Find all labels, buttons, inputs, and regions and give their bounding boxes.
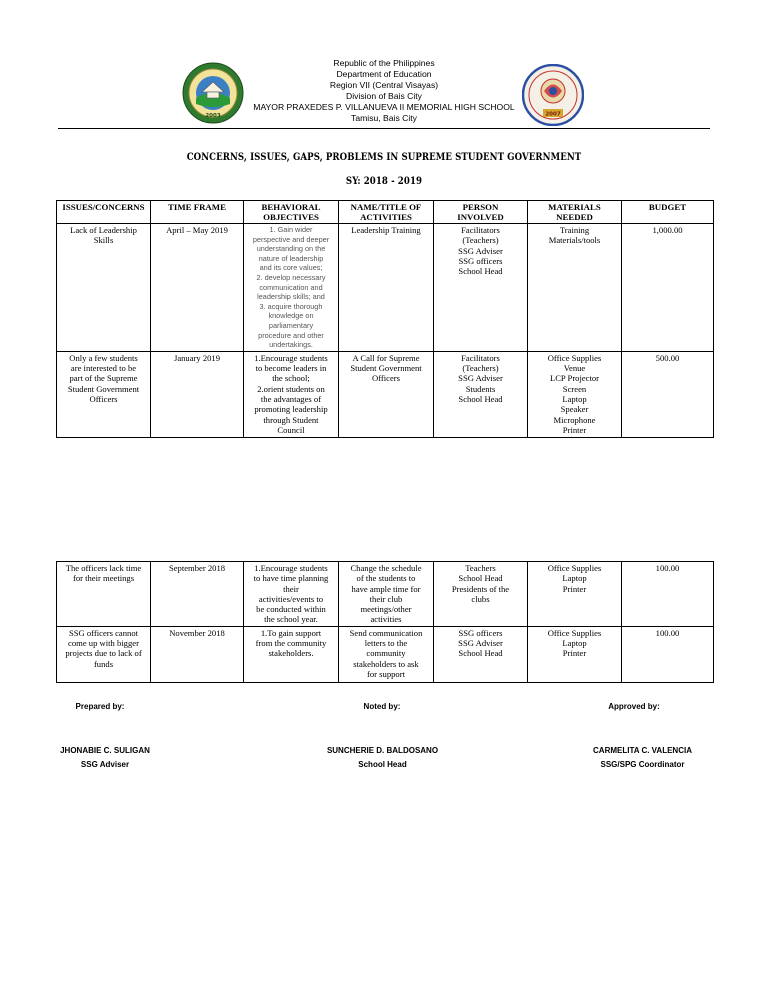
issue-cell: [57, 351, 151, 437]
objectives-cell-line: 2.orient students on: [257, 383, 325, 394]
objectives-cell: [244, 626, 339, 682]
prepared-by-name: JHONABIE C. SULIGAN: [60, 746, 150, 755]
objectives-cell-line: leadership skills; and: [257, 292, 325, 302]
persons-cell-line: Teachers: [465, 563, 496, 573]
materials-cell-line: Training: [559, 225, 590, 235]
objectives-cell-line: parliamentary: [268, 320, 314, 330]
activity-cell-line: Send communication: [349, 627, 423, 638]
objectives-cell-line: 2. develop necessary: [256, 272, 326, 282]
approved-by-role: SSG/SPG Coordinator: [600, 760, 685, 769]
persons-cell-line: Facilitators: [461, 352, 500, 363]
column-header: [151, 201, 244, 224]
objectives-cell-line: 1.Encourage students: [254, 563, 328, 573]
activity-cell-line: meetings/other: [360, 604, 412, 615]
materials-cell-line: Venue: [563, 363, 586, 374]
issue-cell: [57, 626, 151, 682]
activity-cell-line: of the students to: [356, 573, 416, 584]
persons-cell: [434, 351, 528, 437]
objectives-cell-line: the school;: [272, 373, 310, 384]
materials-cell: [528, 626, 622, 682]
objectives-cell-line: knowledge on: [268, 311, 314, 321]
materials-cell-line: Screen: [562, 383, 587, 394]
column-header-line: INVOLVED: [457, 212, 504, 222]
objectives-cell: [244, 562, 339, 627]
materials-cell-line: Laptop: [562, 573, 587, 584]
objectives-cell-line: to become leaders in: [255, 363, 327, 374]
table-header-row: [57, 201, 714, 224]
column-header-line: PERSON: [462, 202, 499, 212]
issue-cell-line: for their meetings: [72, 573, 135, 584]
issue-cell-line: projects due to lack of: [65, 648, 142, 659]
materials-cell: [528, 562, 622, 627]
issue-cell-line: Only a few students: [69, 352, 138, 363]
persons-cell-line: Presidents of the: [451, 583, 510, 594]
column-header-line: NEEDED: [556, 212, 593, 222]
materials-cell-line: Printer: [562, 424, 587, 435]
objectives-cell-line: the advantages of: [260, 393, 322, 404]
issue-cell-line: come up with bigger: [68, 638, 139, 649]
materials-cell-line: Laptop: [562, 393, 587, 404]
time-frame-cell: November 2018: [151, 626, 244, 682]
table-row: [57, 626, 714, 682]
column-header: [339, 201, 434, 224]
materials-cell-line: Printer: [562, 648, 587, 659]
table-row: [57, 562, 714, 627]
objectives-cell-line: procedure and other: [258, 330, 324, 340]
persons-cell-line: clubs: [471, 593, 490, 604]
objectives-cell-line: to have time planning: [253, 573, 329, 584]
materials-cell-line: Materials/tools: [548, 235, 601, 246]
objectives-cell-line: nature of leadership: [258, 253, 324, 263]
activity-cell-line: Student Government: [350, 363, 422, 374]
budget-cell: 100.00: [622, 562, 714, 627]
materials-cell-line: LCP Projector: [549, 373, 600, 384]
objectives-cell-line: understanding on the: [256, 244, 326, 254]
activity-cell: [339, 626, 434, 682]
activity-cell: [339, 224, 434, 352]
letterhead-line: Division of Bais City: [346, 91, 422, 101]
column-header-line: ACTIVITIES: [360, 212, 412, 222]
column-header-line: BUDGET: [648, 202, 687, 212]
column-header: [434, 201, 528, 224]
persons-cell-line: SSG Adviser: [458, 245, 503, 256]
time-frame-cell: September 2018: [151, 562, 244, 627]
objectives-cell-line: Council: [277, 424, 305, 435]
activity-cell-line: Change the schedule: [350, 563, 422, 573]
materials-cell-line: Laptop: [562, 638, 587, 649]
objectives-cell-line: through Student: [263, 414, 319, 425]
approved-by-label: Approved by:: [608, 702, 660, 711]
activity-cell-line: stakeholders to ask: [353, 658, 419, 669]
issue-cell-line: The officers lack time: [65, 563, 142, 573]
activity-cell-line: for support: [367, 668, 405, 679]
issue-cell-line: part of the Supreme: [69, 373, 138, 384]
column-header-line: TIME FRAME: [168, 202, 226, 212]
objectives-cell: [244, 224, 339, 352]
header-divider: [58, 128, 710, 129]
column-header: [244, 201, 339, 224]
materials-cell-line: Office Supplies: [547, 352, 602, 363]
objectives-cell-line: communication and: [259, 282, 323, 292]
issue-cell-line: are interested to be: [70, 363, 137, 374]
persons-cell-line: Students: [465, 383, 496, 394]
column-header-line: ISSUES/CONCERNS: [62, 202, 145, 212]
activity-cell: [339, 562, 434, 627]
activity-cell: [339, 351, 434, 437]
column-header: [528, 201, 622, 224]
persons-cell-line: School Head: [458, 573, 503, 584]
left-seal-year: 2003: [205, 113, 221, 119]
persons-cell-line: School Head: [458, 266, 503, 277]
issue-cell-line: Student Government: [67, 383, 140, 394]
time-frame-cell: April – May 2019: [151, 224, 244, 352]
letterhead-line: Region VII (Central Visayas): [329, 80, 439, 90]
issue-cell: [57, 224, 151, 352]
persons-cell-line: Facilitators: [461, 225, 500, 235]
objectives-cell-line: stakeholders.: [268, 648, 314, 659]
persons-cell-line: (Teachers): [462, 235, 499, 246]
materials-cell-line: Office Supplies: [547, 563, 602, 573]
noted-by-name: SUNCHERIE D. BALDOSANO: [326, 746, 439, 755]
persons-cell-line: SSG Adviser: [458, 638, 503, 649]
persons-cell: [434, 224, 528, 352]
budget-cell: 500.00: [622, 351, 714, 437]
persons-cell-line: SSG Adviser: [458, 373, 503, 384]
objectives-cell-line: 3. acquire thorough: [259, 301, 323, 311]
column-header-line: NAME/TITLE OF: [350, 202, 422, 212]
objectives-cell-line: from the community: [255, 638, 327, 649]
activity-cell-line: A Call for Supreme: [352, 352, 420, 363]
time-frame-cell: January 2019: [151, 351, 244, 437]
right-seal-year: 2007: [545, 111, 561, 118]
issue-cell-line: SSG officers cannot: [68, 627, 139, 638]
persons-cell-line: SSG officers: [458, 627, 503, 638]
activity-cell-line: have ample time for: [351, 583, 421, 594]
letterhead-line: Republic of the Philippines: [333, 58, 435, 68]
activity-cell-line: community: [366, 648, 406, 659]
concerns-table-top: [56, 200, 714, 438]
activity-cell-line: Officers: [372, 373, 400, 384]
issue-cell-line: funds: [93, 658, 114, 669]
table-row: [57, 351, 714, 437]
activity-cell-line: their club: [369, 593, 403, 604]
objectives-cell-line: be conducted within: [256, 604, 326, 615]
document-subtitle: SY: 2018 - 2019: [345, 176, 423, 187]
noted-by-role: School Head: [358, 760, 407, 769]
objectives-cell-line: 1.To gain support: [260, 627, 322, 638]
objectives-cell-line: promoting leadership: [254, 404, 328, 415]
objectives-cell-line: 1.Encourage students: [254, 352, 328, 363]
persons-cell-line: SSG officers: [458, 255, 503, 266]
persons-cell-line: School Head: [458, 648, 503, 659]
objectives-cell-line: undertakings.: [269, 340, 313, 350]
materials-cell-line: Printer: [562, 583, 587, 594]
prepared-by-label: Prepared by:: [75, 702, 125, 711]
activity-cell-line: Leadership Training: [351, 225, 421, 235]
budget-cell: 1,000.00: [622, 224, 714, 352]
column-header: [622, 201, 714, 224]
noted-by-label: Noted by:: [363, 702, 401, 711]
persons-cell-line: (Teachers): [462, 363, 499, 374]
persons-cell: [434, 626, 528, 682]
persons-cell: [434, 562, 528, 627]
materials-cell-line: Speaker: [560, 404, 589, 415]
letterhead: [200, 58, 568, 124]
materials-cell: [528, 351, 622, 437]
materials-cell-line: Microphone: [553, 414, 596, 425]
letterhead-line: Department of Education: [336, 69, 432, 79]
column-header: [57, 201, 151, 224]
materials-cell: [528, 224, 622, 352]
objectives-cell-line: their: [283, 583, 299, 594]
column-header-line: OBJECTIVES: [263, 212, 319, 222]
column-header-line: MATERIALS: [548, 202, 601, 212]
objectives-cell-line: and its core values;: [259, 263, 323, 273]
objectives-cell: [244, 351, 339, 437]
persons-cell-line: School Head: [458, 393, 503, 404]
objectives-cell-line: the school year.: [264, 614, 318, 625]
issue-cell-line: Lack of Leadership: [70, 225, 137, 235]
budget-cell: 100.00: [622, 626, 714, 682]
issue-cell: [57, 562, 151, 627]
objectives-cell-line: 1. Gain wider: [269, 225, 313, 234]
materials-cell-line: Office Supplies: [547, 627, 602, 638]
activity-cell-line: letters to the: [364, 638, 408, 649]
letterhead-line: MAYOR PRAXEDES P. VILLANUEVA II MEMORIAL HIGH SCHOOL: [253, 102, 515, 112]
issue-cell-line: Officers: [89, 393, 118, 404]
activity-cell-line: activities: [370, 614, 402, 625]
objectives-cell-line: perspective and deeper: [252, 234, 330, 244]
prepared-by-role: SSG Adviser: [80, 760, 130, 769]
concerns-table-bottom: [56, 561, 714, 683]
approved-by-name: CARMELITA C. VALENCIA: [593, 746, 692, 755]
column-header-line: BEHAVIORAL: [261, 202, 321, 212]
objectives-cell-line: activities/events to: [258, 593, 324, 604]
issue-cell-line: Skills: [93, 235, 114, 246]
table-row: [57, 224, 714, 352]
letterhead-line: Tamisu, Bais City: [351, 113, 417, 123]
document-title: CONCERNS, ISSUES, GAPS, PROBLEMS IN SUPREME STUDENT GOVERNMENT: [186, 152, 582, 163]
